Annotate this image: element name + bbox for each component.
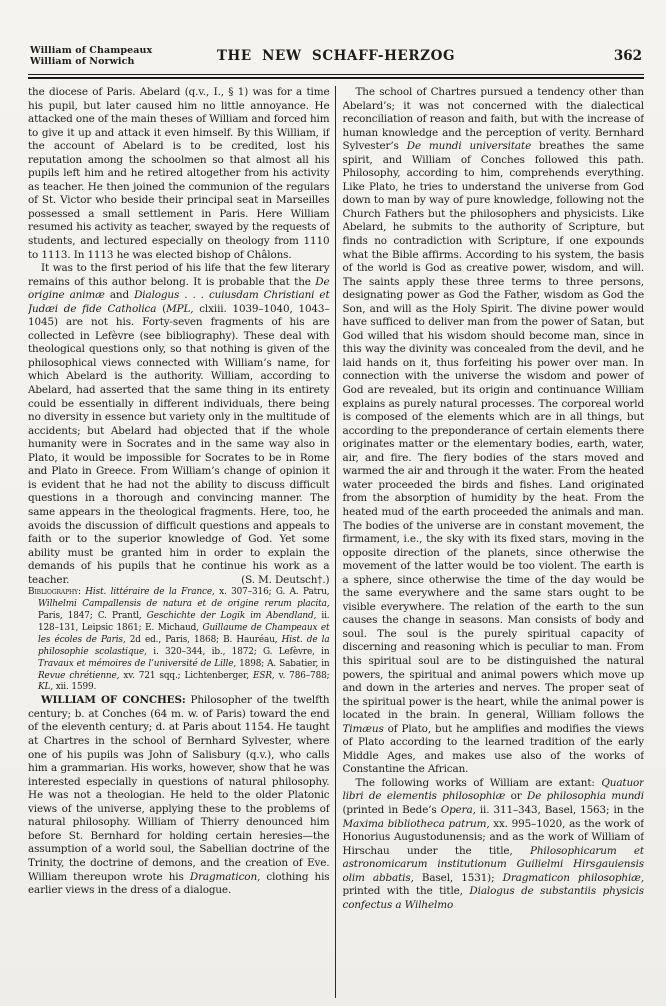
text-segment: ( [156, 302, 167, 315]
para-extant-works [343, 777, 645, 912]
text-segment: The school of Chartres pursued a tendency other than Abelard’s; it was not concerned with the dialectical reconciliation of reason and faith, but with the increase of human knowledge and the perception of verity. Bernhard Sylvester’s [342, 86, 644, 153]
para-champeaux-bibliography [28, 587, 330, 694]
para-school-of-chartres [343, 86, 645, 777]
text-segment: Paris, 1847; C. Prantl, [38, 611, 147, 622]
text-segment: the diocese of Paris. Abelard (q.v., I., § 1) was for a time his pupil, but later caused him no little annoyance. He attacked one of the main theses of William and forced him to give it up and attack it even himself. By this William, if the account of Abelard is to be credited, lost his reputation among the schoolmen so that almost all his pupils left him and he retired altogether from his activity as teacher. He then joined the communion of the regulars of St. Victor who beside their principal seat in Marseilles possessed a small settlement in Paris. Here William resumed his activity as teacher, swayed by the requests of students, and lectured especially on theology from 1110 to 1113. In 1113 he was elected bishop of Châlons. [28, 86, 330, 261]
text-segment: (printed in Bede’s [342, 803, 441, 816]
text-segment: MPL, [166, 302, 194, 315]
text-segment: KL, [38, 682, 53, 693]
column-divider [335, 86, 336, 998]
text-segment: Maxima bibliotheca patrum, [342, 817, 490, 830]
text-segment: Quatuor libri de elementis philosophiæ [342, 776, 644, 803]
text-segment: Hist. de la philosophie scolastique, [38, 634, 330, 657]
text-segment: Dragmaticon philosophiæ, [502, 871, 644, 884]
text-segment: Dialogus de substantiis physicis confectus a Wilhelmo [342, 885, 644, 911]
author-signature: (S. M. Deutsch†.) [241, 573, 330, 586]
text-segment: Philosopher of the twelfth century; b. at Conches (64 m. w. of Paris) toward the end of the eleventh century; d. at Paris about 1154. He taught at Chartres in the school of Bernhard Sylvester, where one of his pupils was John of Salisbury (q.v.), who calls him a grammarian. His works, however, show that he was interested especially in questions of natural philosophy. He was not a theologian. He held to the older Platonic views of the universe, applying these to the problems of natural philosophy. William of Thierry denounced him before St. Bernhard for holding certain heresies—the assumption of a world soul, the Sabellian doctrine of the Trinity, the doctrine of demons, and the creation of Eve. William thereupon wrote his [28, 694, 330, 883]
para-champeaux-literary-remains [28, 262, 330, 587]
text-segment: ESR, [253, 670, 275, 681]
text-segment: v. 786–788; [274, 670, 330, 681]
page-header [28, 46, 644, 70]
text-segment: and [104, 289, 135, 302]
text-segment: It was to the first period of his life that the few literary remains of this author belong. It is probable that the [28, 262, 330, 288]
text-segment: Opera, [440, 803, 476, 816]
text-segment: clothing his earlier views in the dress of a dialogue. [28, 870, 330, 897]
text-segment: De origine animæ [28, 275, 330, 302]
text-segment: ii. 311–343, Basel, 1563; in the [475, 803, 644, 816]
running-head-line1: William of Champeaux [30, 45, 153, 56]
text-segment: 2d ed., Paris, 1868; B. Hauréau, [125, 634, 282, 645]
text-segment: i. 320–344, ib., 1872; G. Lefèvre, in [146, 646, 330, 657]
text-segment: Travaux et mémoires de l’université de Lille, [38, 658, 237, 669]
text-segment: xii. 1599. [53, 682, 97, 693]
text-segment: Basel, 1531); [413, 871, 503, 884]
running-head-line2: William of Norwich [30, 55, 135, 67]
header-rule [28, 74, 644, 79]
right-column [343, 86, 645, 998]
text-segment: Bibliography: [28, 587, 81, 598]
text-segment: De philosophia mundi [527, 790, 644, 803]
text-segment: ii. 128–131, Leipsic 1861; E. Michaud, [38, 611, 330, 633]
text-segment: printed with the title, [342, 885, 470, 898]
left-column [28, 86, 330, 998]
para-champeaux-continuation [28, 86, 330, 262]
text-segment: Timæus [342, 722, 384, 735]
text-segment: WILLIAM OF CONCHES: [41, 694, 186, 707]
page-content [28, 86, 644, 998]
text-segment: xx. 995–1020, as the work of Honorius Augustodunensis; and as the work of William of Hirschau under the title, [342, 817, 644, 857]
text-segment: Geschichte der Logik im Abendland, [146, 611, 317, 622]
text-segment: Dragmaticon, [189, 870, 261, 883]
page-number: 362 [613, 48, 642, 64]
para-william-of-conches-entry [28, 694, 330, 897]
text-segment: x. 307–316; G. A. Patru, [214, 587, 330, 598]
text-segment: of Plato, but he amplifies and modifies the views of Plato according to the learned tradition of the early Middle Ages, and makes use also of the works of Constantine the African. [342, 722, 644, 776]
text-segment: Wilhelmi Campallensis de natura et de origine rerum placita, [38, 599, 330, 610]
text-segment: Philosophicarum et astronomicarum institutionum Guilielmi Hirsgauiensis olim abbatis, [342, 844, 644, 884]
page-title: THE NEW SCHAFF-HERZOG [216, 48, 456, 64]
text-segment: De mundi universitate [406, 140, 532, 153]
text-segment: Hist. littéraire de la France, [85, 587, 215, 598]
text-segment: or [505, 790, 527, 803]
text-segment: Dialogus . . . cuiusdam Christiani et Judæi de fide Catholica [28, 289, 330, 315]
text-segment: The following works of William are extant: [355, 776, 602, 789]
text-segment: breathes the same spirit, and William of Conches followed this path. Philosophy, according to him, comprehends everything. Like Plato, he tries to understand the universe from God down to man by way of pure knowledge, following not the Church Fathers but the philosophers and physicists. Like Abelard, he submits to the authority of Scripture, but finds no contradiction with Scripture, if one expounds what the Bible affirms. According to his system, the basis of the world is God as creative power, wisdom, and will. The saints apply these three terms to three persons, designating power as God the Father, wisdom as God the Son, and will as the Holy Spirit. The divine power would have sufficed to deliver man from the power of Satan, but God willed that his wisdom should become man, since in this way the divinity was concealed from the devil, and he laid hands on it, thus forfeiting his power over man. In connection with the universe the wisdom and power of God are revealed, but its origin and continuance William explains as purely natural processes. The corporeal world is composed of the elements which are in all things, but according to the preponderance of certain elements there originates matter or the elementary bodies, earth, water, air, and fire. The fiery bodies of the stars moved and warmed the air and through it the water. From the heated water proceeded the birds and fishes. Land originated from the absorption of humidity by the heat. From the heated mud of the earth proceeded the animals and man. The bodies of the universe are in constant movement, the firmament, i.e., the sky with its fixed stars, moving in the opposite direction of the planets, since otherwise the movement of the latter would be too violent. The earth is a sphere, since otherwise the time of the day would be the same everywhere and the same stars ought to be visible everywhere. The relation of the earth to the sun causes the change in seasons. Man consists of body and soul. The soul is the purely spiritual capacity of discerning and reasoning which is peculiar to man. From this spiritual soul are to be distinguished the natural powers, the spiritual and animal powers which move up and down in the arteries and nerves. The proper seat of the spiritual power is the heart, while the animal power is located in the brain. In general, William follows the [342, 140, 644, 722]
text-segment: Guillaume de Champeaux et les écoles de Paris, [38, 622, 330, 645]
text-segment: Revue chrétienne, [38, 670, 120, 681]
text-segment: 1898; A. Sabatier, in [236, 658, 330, 669]
text-segment: xv. 721 sqq.; Lichtenberger, [119, 670, 254, 681]
text-segment: clxiii. 1039–1040, 1043–1045) are not his. Forty-seven fragments of his are collected in Lefèvre (see bibliography). These deal with theological questions only, so that nothing is given of the philosophical views connected with William’s name, for which Abelard is the authority. William, according to Abelard, had asserted that the same thing in its entirety could be essentially in different individuals, there being no diversity in essence but variety only in the multitude of accidents; but Abelard had objected that if the whole humanity were in Socrates and in the same way also in Plato, it would be impossible for Socrates to be in Rome and Plato in Greece. From William’s change of opinion it is evident that he had not the ability to discuss difficult questions in a thorough and convincing manner. The same appears in the theological fragments. Here, too, he avoids the discussion of difficult questions and appeals to faith or to the superior knowledge of God. Yet some ability must be granted him in order to explain the demands of his pupils that he continue his work as a teacher. [28, 302, 330, 586]
